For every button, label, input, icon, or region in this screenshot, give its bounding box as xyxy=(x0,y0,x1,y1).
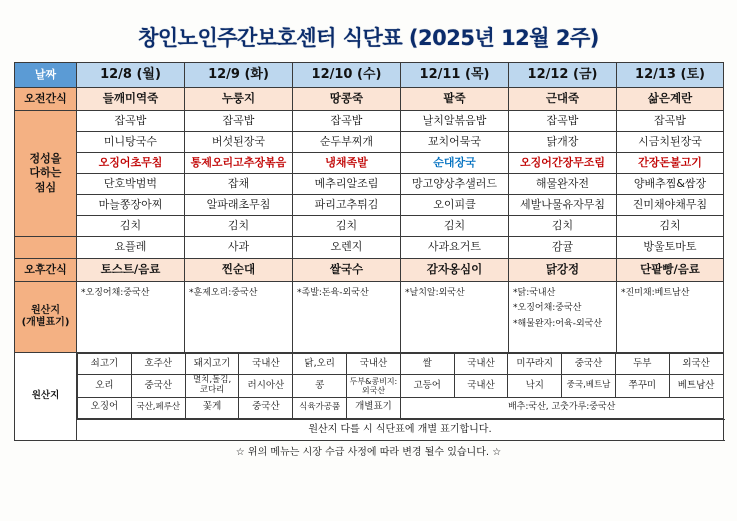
origin-r1-c3: 돼지고기 xyxy=(185,354,239,375)
morning-snack-thu: 팥죽 xyxy=(401,88,509,111)
lunch-tue-5: 알파래초무침 xyxy=(185,195,293,216)
afternoon-snack-sat: 단팥빵/음료 xyxy=(617,259,724,282)
origin-table-label: 원산지 xyxy=(15,353,77,441)
header-day-fri: 12/12 (금) xyxy=(509,63,617,88)
origin-wed-1: *족발:돈육-외국산 xyxy=(297,288,369,298)
origin-r2-c10: 중국,베트남 xyxy=(562,375,616,398)
origin-r3-c1: 오징어 xyxy=(78,397,132,418)
lunch-label-line2: 다하는 xyxy=(29,166,62,180)
afternoon-snack-row xyxy=(15,259,724,282)
lunch-thu-6: 김치 xyxy=(401,216,509,237)
morning-snack-sat: 삶은계란 xyxy=(617,88,724,111)
origin-fri xyxy=(509,282,617,353)
origin-r3-c2: 국산,페루산 xyxy=(131,397,185,418)
afternoon-snack-tue: 찐순대 xyxy=(185,259,293,282)
lunch-row-5 xyxy=(15,195,724,216)
lunch-sat-6: 김치 xyxy=(617,216,724,237)
lunch-thu-2: 꾜치어묵국 xyxy=(401,132,509,153)
origin-thu xyxy=(401,282,509,353)
origin-wed xyxy=(293,282,401,353)
origin-label-line2: (개별표기) xyxy=(21,317,70,328)
lunch-sat-1: 잡곡밥 xyxy=(617,111,724,132)
lunch-wed-5: 파리고추튀김 xyxy=(293,195,401,216)
lunch-row-2 xyxy=(15,132,724,153)
origin-fri-3: *해물완자:어육-외국산 xyxy=(513,318,603,329)
lunch-thu-4: 망고양상추샐러드 xyxy=(401,174,509,195)
origin-r2-c1: 오리 xyxy=(78,375,132,398)
menu-table xyxy=(14,62,724,441)
lunch-mon-4: 단호박범벅 xyxy=(77,174,185,195)
origin-r1-c5: 닭,오리 xyxy=(293,354,347,375)
lunch-mon-5: 마늘쫑장아찌 xyxy=(77,195,185,216)
origin-thu-1: *날치알:외국산 xyxy=(405,288,465,298)
lunch-fri-3: 오징어간장무조림 xyxy=(509,153,617,174)
lunch-row-6 xyxy=(15,216,724,237)
origin-r1-c6: 국내산 xyxy=(347,354,401,375)
header-day-mon: 12/8 (월) xyxy=(77,63,185,88)
origin-r3-c3: 꽃게 xyxy=(185,397,239,418)
origin-r1-c10: 중국산 xyxy=(562,354,616,375)
origin-per-day-label xyxy=(15,282,77,353)
lunch-sat-4: 양배추찜&쌈장 xyxy=(617,174,724,195)
origin-r1-c2: 호주산 xyxy=(131,354,185,375)
dessert-tue: 사과 xyxy=(185,237,293,259)
lunch-thu-3: 순대장국 xyxy=(401,153,509,174)
origin-note-row xyxy=(15,419,724,440)
dessert-mon: 요플레 xyxy=(77,237,185,259)
afternoon-snack-label: 오후간식 xyxy=(15,259,77,282)
origin-r2-c4: 러시아산 xyxy=(239,375,293,398)
origin-fri-1: *닭:국내산 xyxy=(513,288,556,298)
lunch-wed-3: 냉채족발 xyxy=(293,153,401,174)
lunch-mon-3: 오징어초무침 xyxy=(77,153,185,174)
lunch-thu-1: 날치알볶음밥 xyxy=(401,111,509,132)
origin-r1-c9: 미꾸라지 xyxy=(508,354,562,375)
dessert-thu: 사과요거트 xyxy=(401,237,509,259)
origin-tue-1: *훈제오리:중국산 xyxy=(189,288,258,298)
afternoon-snack-thu: 감자옹심이 xyxy=(401,259,509,282)
lunch-mon-2: 미니탕국수 xyxy=(77,132,185,153)
lunch-mon-6: 김치 xyxy=(77,216,185,237)
dessert-row xyxy=(15,237,724,259)
origin-r1-c8: 국내산 xyxy=(454,354,508,375)
origin-r1-c11: 두부 xyxy=(615,354,669,375)
lunch-wed-2: 순두부찌개 xyxy=(293,132,401,153)
origin-r2-c2: 중국산 xyxy=(131,375,185,398)
origin-mon-1: *오징어채:중국산 xyxy=(81,288,150,298)
lunch-label-line3: 점심 xyxy=(34,180,57,194)
origin-r2-c12: 베트남산 xyxy=(669,375,723,398)
header-day-tue: 12/9 (화) xyxy=(185,63,293,88)
origin-r3-c4: 중국산 xyxy=(239,397,293,418)
lunch-row-4 xyxy=(15,174,724,195)
lunch-tue-3: 통제오리고추장볶음 xyxy=(185,153,293,174)
table-header-row xyxy=(15,63,724,88)
morning-snack-tue: 누룽지 xyxy=(185,88,293,111)
morning-snack-row xyxy=(15,88,724,111)
lunch-sat-2: 시금치된장국 xyxy=(617,132,724,153)
morning-snack-label: 오전간식 xyxy=(15,88,77,111)
origin-r2-c5: 콩 xyxy=(293,375,347,398)
afternoon-snack-wed: 쌀국수 xyxy=(293,259,401,282)
lunch-row-3 xyxy=(15,153,724,174)
page-title: 창인노인주간보호센터 식단표 (2025년 12월 2주) xyxy=(138,26,599,50)
morning-snack-fri: 근대죽 xyxy=(509,88,617,111)
lunch-row-1 xyxy=(15,111,724,132)
lunch-fri-1: 잡곡밥 xyxy=(509,111,617,132)
lunch-fri-4: 해물완자전 xyxy=(509,174,617,195)
lunch-fri-5: 세발나물유자무침 xyxy=(509,195,617,216)
origin-r3-c5: 식육가공품 xyxy=(293,397,347,418)
origin-sat xyxy=(617,282,724,353)
lunch-fri-2: 닭개장 xyxy=(509,132,617,153)
origin-sat-1: *진미채:베트남산 xyxy=(621,288,690,298)
origin-r2-c3: 멸치,돌김,코다리 xyxy=(185,375,239,398)
lunch-wed-1: 잡곡밥 xyxy=(293,111,401,132)
lunch-tue-1: 잡곡밥 xyxy=(185,111,293,132)
dessert-label xyxy=(15,237,77,259)
origin-fri-2: *오징어채:중국산 xyxy=(513,303,582,314)
dessert-sat: 방울토마토 xyxy=(617,237,724,259)
origin-r3-c6: 개별표기 xyxy=(347,397,401,418)
origin-label-line1: 원산지 xyxy=(31,304,60,316)
header-day-sat: 12/13 (토) xyxy=(617,63,724,88)
lunch-wed-4: 메추리알조림 xyxy=(293,174,401,195)
origin-table-row-1 xyxy=(15,353,724,420)
origin-r1-c12: 외국산 xyxy=(669,354,723,375)
morning-snack-mon: 들깨미역죽 xyxy=(77,88,185,111)
footer-note: ☆ 위의 메뉴는 시장 수급 사정에 따라 변경 될수 있습니다. ☆ xyxy=(235,446,502,458)
morning-snack-wed: 땅콩죽 xyxy=(293,88,401,111)
lunch-tue-2: 버섯된장국 xyxy=(185,132,293,153)
header-day-wed: 12/10 (수) xyxy=(293,63,401,88)
lunch-tue-4: 잡채 xyxy=(185,174,293,195)
origin-r1-c7: 쌀 xyxy=(400,354,454,375)
origin-r2-c11: 쭈꾸미 xyxy=(615,375,669,398)
dessert-wed: 오렌지 xyxy=(293,237,401,259)
header-corner-label: 날짜 xyxy=(15,63,77,88)
table-row xyxy=(78,375,724,398)
lunch-sat-5: 진미채야채무침 xyxy=(617,195,724,216)
origin-r2-c8: 국내산 xyxy=(454,375,508,398)
origin-r3-c7: 배추:국산, 고춧가루:중국산 xyxy=(400,397,723,418)
origin-r2-c6: 두부&콩비지:외국산 xyxy=(347,375,401,398)
lunch-label-line1: 정성을 xyxy=(29,151,62,165)
lunch-wed-6: 김치 xyxy=(293,216,401,237)
origin-per-day-row xyxy=(15,282,724,353)
table-row xyxy=(78,354,724,375)
lunch-fri-6: 김치 xyxy=(509,216,617,237)
origin-mon xyxy=(77,282,185,353)
header-day-thu: 12/11 (목) xyxy=(401,63,509,88)
origin-r2-c9: 낙지 xyxy=(508,375,562,398)
lunch-sat-3: 간장돈불고기 xyxy=(617,153,724,174)
afternoon-snack-mon: 토스트/음료 xyxy=(77,259,185,282)
origin-note: 원산지 다를 시 식단표에 개별 표기합니다. xyxy=(77,419,724,440)
lunch-label xyxy=(15,111,77,237)
origin-r1-c4: 국내산 xyxy=(239,354,293,375)
lunch-thu-5: 오이피클 xyxy=(401,195,509,216)
table-row xyxy=(78,397,724,418)
origin-tue xyxy=(185,282,293,353)
origin-r2-c7: 고등어 xyxy=(400,375,454,398)
lunch-tue-6: 김치 xyxy=(185,216,293,237)
lunch-mon-1: 잡곡밥 xyxy=(77,111,185,132)
dessert-fri: 감귤 xyxy=(509,237,617,259)
afternoon-snack-fri: 닭강정 xyxy=(509,259,617,282)
origin-r1-c1: 쇠고기 xyxy=(78,354,132,375)
